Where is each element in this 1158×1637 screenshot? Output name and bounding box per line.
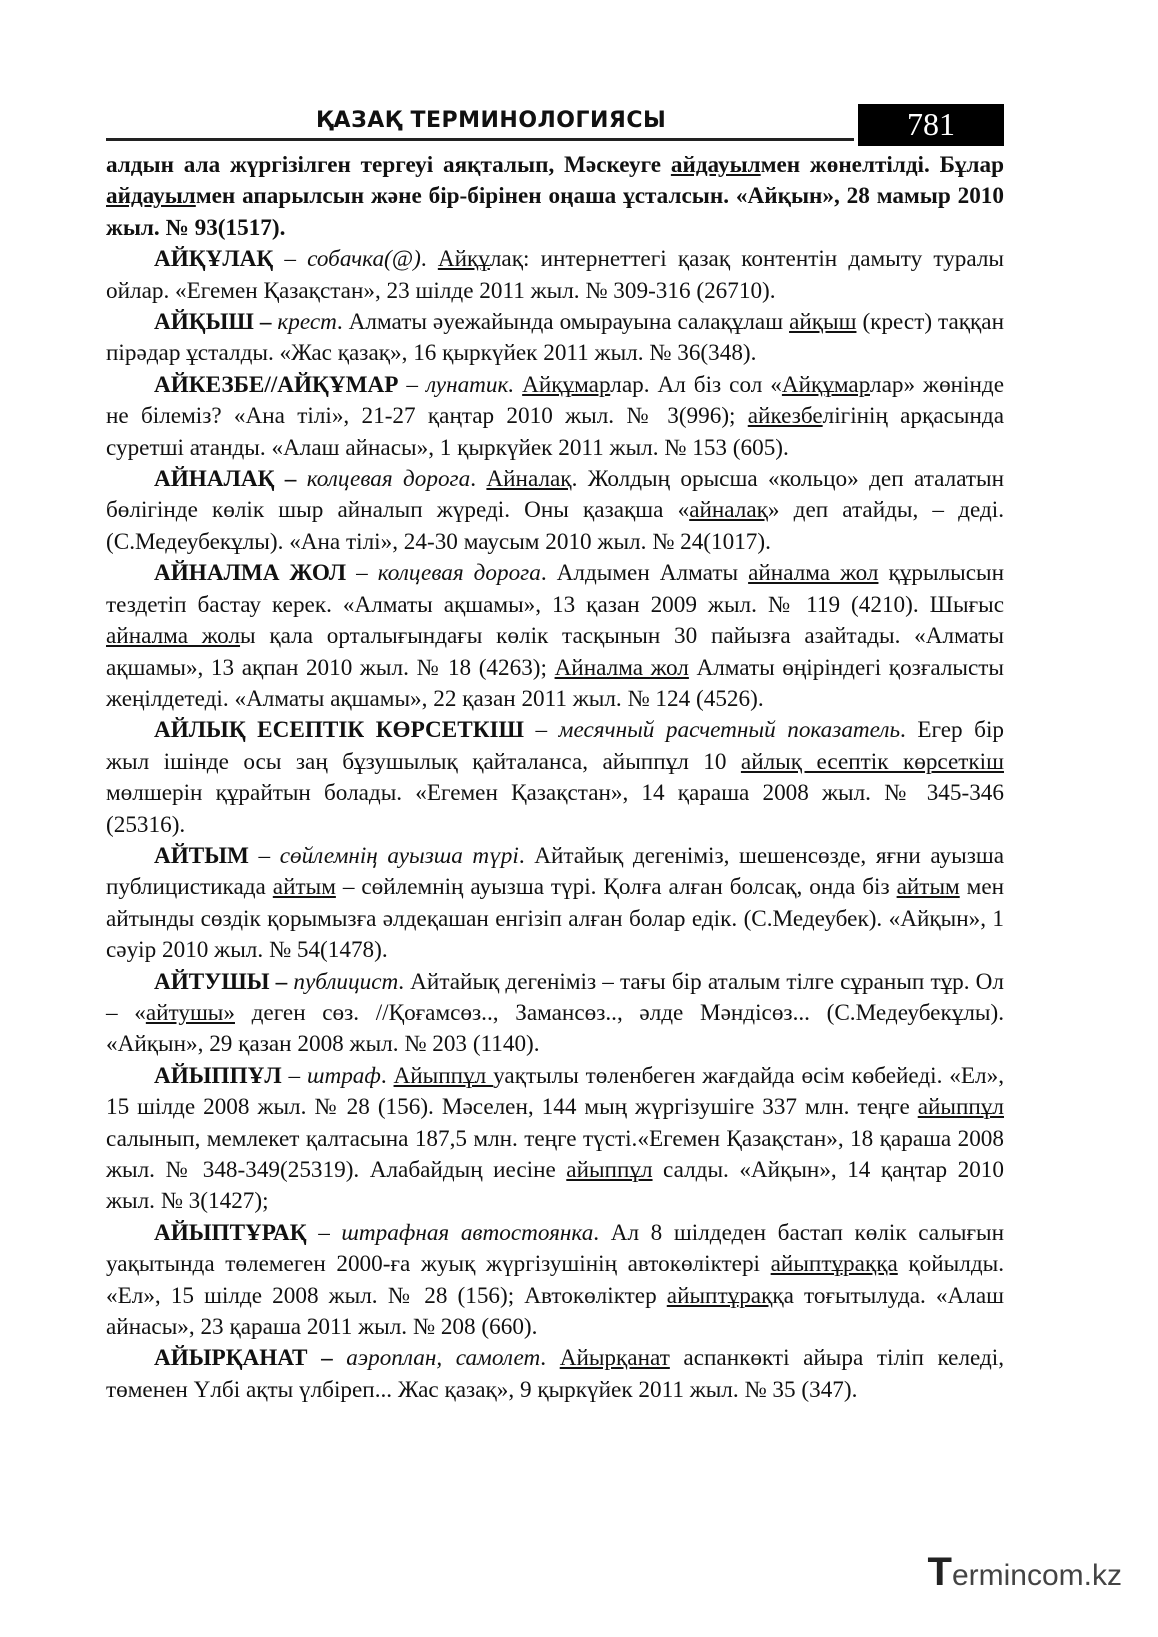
entry-text: мен жөнелтілді. Бұлар: [760, 152, 1004, 178]
entry-translation: аэроплан, самолет: [346, 1345, 541, 1372]
underlined-term: Айқұ: [437, 246, 490, 273]
entry-text: » деп атайды, – деді. (С.Медеубекұлы). «Ана тілі», 24-30 маусым 2010 жыл. № 24(1017).: [106, 497, 1004, 555]
entry-text: .: [470, 466, 487, 493]
entry-text: (крест) таққан пірәдар ұсталды. «Жас қазақ», 16 қыркүйек 2011 жыл. № 36(348).: [106, 309, 1004, 367]
entry-headword: АЙКЕЗБЕ//АЙҚҰМАР: [154, 371, 399, 398]
underlined-term: айналма жол: [106, 623, 241, 650]
entry-text: уақтылы төленбеген жағдайда өсім көбейеді. «Ел», 15 шілде 2008 жыл. № 28 (156). Мәселен, 144 мың жүргізушіге 337 млн. теңге: [106, 1062, 1004, 1121]
entry-text: .: [540, 1345, 560, 1372]
entry-text: .: [420, 246, 438, 273]
entry-translation: публицист: [293, 968, 399, 995]
entry-headword: АЙНАЛАҚ –: [154, 466, 297, 493]
underlined-term: айналма жол: [748, 560, 879, 587]
entry-dash: –: [398, 371, 426, 398]
dictionary-entry: [106, 464, 1004, 558]
entry-text: құрылысын тездетіп бастау керек. «Алматы ақшамы», 13 қазан 2009 жыл. № 119 (4210). Шығыс: [106, 560, 1004, 618]
underlined-term: айналақ: [689, 497, 768, 524]
underlined-term: айыппұл: [917, 1094, 1004, 1121]
entry-headword: АЙҚЫШ –: [154, 309, 272, 336]
underlined-term: Айналма жол: [554, 654, 689, 681]
entry-translation: колцевая дорога: [306, 466, 471, 493]
entry-text: ы қала орталығындағы көлік тасқынын 30 пайызға азайтады. «Алматы ақшамы», 13 ақпан 2010 жыл. № 18 (4263);: [106, 623, 1004, 681]
running-title: ҚАЗАҚ ТЕРМИНОЛОГИЯСЫ: [316, 108, 667, 133]
underlined-term: айыптұраққа: [770, 1251, 898, 1278]
dictionary-entry: [106, 370, 1004, 464]
entry-headword: АЙЫППҰЛ: [154, 1062, 282, 1089]
entry-translation: штрафная автостоянка: [341, 1219, 594, 1246]
entry-headword: АЙЛЫҚ ЕСЕПТІК КӨРСЕТКІШ: [154, 717, 524, 744]
entry-headword: АЙТЫМ: [154, 842, 249, 869]
entry-text: деген сөз. //Қоғамсөз.., Замансөз.., әлде Мәндісөз... (С.Медеубекұлы). «Айқын», 29 қазан 2008 жыл. № 203 (1140).: [106, 999, 1005, 1058]
entry-translation: месячный расчетный показатель: [558, 717, 901, 744]
entry-translation: крест: [277, 309, 337, 336]
dictionary-entry: [106, 715, 1004, 841]
entry-text: . Айтайық дегеніміз – тағы бір аталым тілге сұранып тұр. Ол – «: [106, 968, 1004, 1026]
entry-list: [106, 244, 1004, 1406]
entry-text: – сөйлемнің ауызша түрі. Қолға алған болсақ, онда біз: [335, 874, 897, 901]
dictionary-entry: [106, 558, 1004, 715]
entry-translation: собачка(@): [307, 246, 421, 273]
site-watermark: [928, 1550, 1122, 1595]
underlined-term: айтым: [272, 874, 336, 901]
underlined-term: Айналақ: [486, 466, 572, 493]
header-rule: [106, 138, 854, 141]
entry-text: . Ал 8 шілдеден бастап көлік салығын уақытында төлемеген 2000-ға жуық жүргізушінің автокөліктері: [106, 1219, 1004, 1278]
entry-dash: –: [281, 1062, 307, 1089]
watermark-letter: T: [927, 1550, 952, 1594]
underlined-term: айыппұл: [566, 1157, 653, 1183]
entry-text: алдын ала жүргізілген тергеуі аяқталып, Мәскеуге: [106, 152, 671, 178]
page-number-box: [858, 104, 1004, 146]
entry-headword: АЙНАЛМА ЖОЛ: [154, 560, 347, 587]
dictionary-entry: [106, 841, 1004, 967]
underlined-term: айдауыл: [106, 183, 196, 210]
dictionary-entry: [106, 1061, 1004, 1218]
entry-text: . Алдымен Алматы: [540, 560, 749, 587]
entry-headword: АЙҚҰЛАҚ: [154, 246, 274, 273]
entry-dash: [296, 466, 306, 492]
entry-translation: сөйлемнің ауызша түрі: [279, 842, 519, 869]
watermark-text: ermincom.kz: [951, 1559, 1122, 1592]
dictionary-entry: [106, 967, 1004, 1061]
entry-text: мөлшерін құрайтын болады. «Егемен Қазақстан», 14 қараша 2008 жыл. № 345-346 (25316).: [106, 780, 1004, 838]
entry-text: лар. Ал біз сол «: [610, 371, 782, 398]
entry-translation: лунатик.: [425, 371, 515, 398]
page-number: 781: [907, 106, 955, 142]
dictionary-entry: [106, 307, 1004, 370]
entry-text: лар» жөнінде не білеміз? «Ана тілі», 21-27 қаңтар 2010 жыл. № 3(996);: [106, 371, 1005, 430]
underlined-term: айтушы»: [145, 999, 235, 1026]
underlined-term: айқыш: [789, 309, 857, 336]
page-header: [106, 104, 1004, 146]
dictionary-entry: [106, 1343, 1004, 1406]
entry-dash: –: [248, 842, 280, 869]
entry-text: .: [380, 1062, 394, 1089]
underlined-term: айкезбе: [747, 403, 823, 430]
entry-text: мен айтынды сөздік қорымызға әлдеқашан енгізіп алған болар едік. (С.Медеубек). «Айқын», 1 сәуір 2010 жыл. № 54(1478).: [106, 874, 1005, 964]
entry-dash: –: [524, 717, 559, 744]
underlined-term: айдауыл: [670, 152, 761, 178]
underlined-term: Айқұмар: [522, 371, 611, 398]
entry-text: салды. «Айқын», 14 қаңтар 2010 жыл. № 3(1427);: [106, 1157, 1004, 1215]
entry-text: мен апарылсын және бір-бірінен оңаша ұсталсын. «Айқын», 28 мамыр 2010 жыл. № 93(1517).: [106, 183, 1004, 241]
entry-text: аспанкөкті айыра тіліп келеді, төменен Үлбі ақты үлбіреп... Жас қазақ», 9 қыркүйек 2011 жыл. № 35 (347).: [106, 1345, 1005, 1403]
entry-headword: АЙТУШЫ –: [154, 968, 288, 995]
entry-text: лақ: интернеттегі қазақ контентін дамыту туралы ойлар. «Егемен Қазақстан», 23 шілде 2011 жыл. № 309-316 (26710).: [106, 246, 1005, 304]
underlined-term: Айқұмар: [781, 371, 871, 398]
entry-translation: колцевая дорога: [377, 560, 541, 587]
underlined-term: айыптұрақ: [666, 1282, 773, 1309]
entry-text: қойылды. «Ел», 15 шілде 2008 жыл. № 28 (156); Автокөліктер: [106, 1251, 1004, 1309]
underlined-term: айтым: [896, 874, 960, 901]
underlined-term: айлық есептік көрсеткіш: [740, 748, 1004, 775]
entry-headword: АЙЫПТҰРАҚ: [154, 1219, 307, 1246]
entry-text: салынып, мемлекет қалтасына 187,5 млн. теңге түсті.«Егемен Қазақстан», 18 қараша 2008 жыл. № 348-349(25319). Алабайдың иесіне: [106, 1125, 1004, 1183]
entry-text: . Алматы әуежайында омырауына салақұлаш: [336, 309, 790, 336]
underlined-term: Айырқанат: [559, 1345, 670, 1372]
dictionary-entry: [106, 1218, 1004, 1344]
entry-text: қа тоғытылуда. «Алаш айнасы», 23 қараша 2011 жыл. № 208 (660).: [106, 1282, 1004, 1341]
entry-dash: –: [346, 560, 378, 587]
dictionary-entry: [106, 244, 1004, 307]
entry-text: лігінің арқасында суретші атанды. «Алаш айнасы», 1 қыркүйек 2011 жыл. № 153 (605).: [106, 403, 1004, 461]
continued-entry-text: [106, 150, 1004, 244]
entry-dash: –: [273, 246, 308, 273]
underlined-term: Айыппұл: [393, 1062, 494, 1089]
entry-text: Алматы өңіріндегі қозғалысты жеңілдетеді. «Алматы ақшамы», 22 қазан 2011 жыл. № 124 (4526).: [106, 654, 1004, 712]
entry-dash: [333, 1345, 347, 1371]
entry-text: . Жолдың орысша «кольцо» деп аталатын бөлігінде көлік шыр айналып жүреді. Оны қазақша «: [106, 466, 1005, 524]
entry-text: . Егер бір жыл ішінде осы заң бұзушылық қайталанса, айыппұл 10: [106, 717, 1005, 775]
dictionary-body: [106, 150, 1004, 1406]
entry-text: . Айтайық дегеніміз, шешенсөзде, яғни ауызша публицистикада: [106, 842, 1004, 901]
entry-text: [514, 372, 522, 398]
entry-dash: –: [306, 1219, 342, 1246]
entry-headword: АЙЫРҚАНАТ –: [154, 1345, 333, 1372]
entry-translation: штраф: [306, 1062, 381, 1089]
